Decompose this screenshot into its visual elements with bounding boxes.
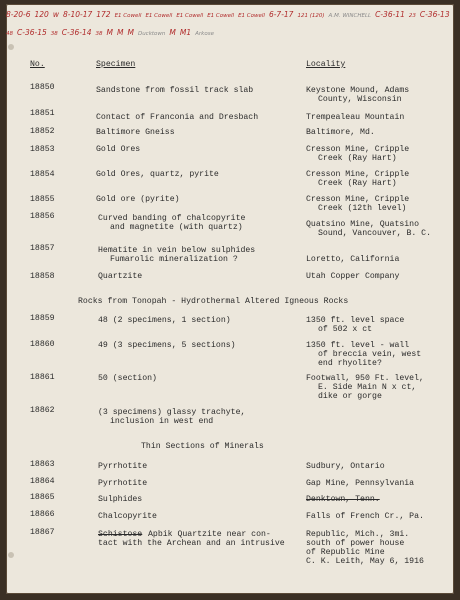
row-tag: E1 Cowell <box>238 13 265 19</box>
row-number: 18859 <box>30 314 55 323</box>
row-locality: C. K. Leith, May 6, 1916 <box>306 557 424 566</box>
row-locality: of breccia vein, west <box>318 350 422 359</box>
row-locality: end rhyolite? <box>318 359 382 368</box>
row-tag: M <box>169 28 176 37</box>
row-number: 18866 <box>30 510 55 519</box>
row-specimen: Gold Ores <box>96 145 141 154</box>
row-tag: E1 Cowell <box>145 13 173 19</box>
row-locality: Baltimore, Md. <box>306 128 375 137</box>
row-specimen: Pyrrhotite <box>98 462 148 471</box>
header-locality: Locality <box>306 60 346 69</box>
row-specimen: Sandstone from fossil track slab <box>96 86 254 95</box>
header-no: No. <box>30 60 45 69</box>
row-locality: Loretto, California <box>306 255 400 264</box>
row-tag: w <box>52 10 59 19</box>
row-number: 18857 <box>30 244 55 253</box>
section-title-minerals: Thin Sections of Minerals <box>141 442 264 451</box>
row-specimen: Curved banding of chalcopyrite <box>98 214 246 223</box>
row-locality: Quatsino Mine, Quatsino <box>306 220 420 229</box>
pencil-correction: Arkose <box>195 31 214 37</box>
row-tag: E1 Cowell <box>114 13 142 19</box>
row-date: C-36-11 <box>375 10 405 19</box>
row-number: 18853 <box>30 145 55 154</box>
row-tag: M <box>116 28 124 37</box>
row-locality: Creek (Ray Hart) <box>318 154 397 163</box>
row-locality: Keystone Mound, Adams <box>306 86 410 95</box>
row-locality: Gap Mine, Pennsylvania <box>306 479 415 488</box>
row-specimen: Chalcopyrite <box>98 512 157 521</box>
row-locality: Sound, Vancouver, B. C. <box>318 229 432 238</box>
row-locality: 1350 ft. level space <box>306 316 405 325</box>
row-locality: E. Side Main N x ct, <box>318 383 417 392</box>
pencil-correction: Ducktown <box>137 31 166 37</box>
row-number: 18862 <box>30 406 55 415</box>
row-specimen: Baltimore Gneiss <box>96 128 175 137</box>
row-tag: 38 <box>50 31 58 37</box>
row-number: 18858 <box>30 272 55 281</box>
row-number: 18852 <box>30 127 55 136</box>
row-specimen: Quartzite <box>98 272 143 281</box>
row-locality: Trempealeau Mountain <box>306 113 405 122</box>
row-specimen-line2: and magnetite (with quartz) <box>110 223 243 232</box>
row-locality: Cresson Mine, Cripple <box>306 170 410 179</box>
row-number: 18867 <box>30 528 55 537</box>
row-number: 18861 <box>30 373 55 382</box>
row-specimen-line2: inclusion in west end <box>110 417 214 426</box>
row-locality: Creek (12th level) <box>318 204 407 213</box>
row-locality: south of power house <box>306 539 405 548</box>
row-tag: 23 <box>408 13 416 19</box>
row-tag: 38 <box>95 31 103 37</box>
row-locality: of 502 x ct <box>318 325 373 334</box>
row-specimen: Sulphides <box>98 495 143 504</box>
row-locality: 1350 ft. level - wall <box>306 341 410 350</box>
row-tag: M <box>106 28 113 37</box>
row-tag: 120 <box>34 10 49 19</box>
catalog-page <box>6 4 454 594</box>
row-date: C-36-15 <box>17 28 47 37</box>
row-locality: Republic, Mich., 3mi. <box>306 530 410 539</box>
row-locality: Creek (Ray Hart) <box>318 179 397 188</box>
row-locality: Cresson Mine, Cripple <box>306 195 410 204</box>
row-specimen: (3 specimens) glassy trachyte, <box>98 408 246 417</box>
row-date: 8-10-17 <box>62 10 93 19</box>
row-tag: E1 Cowell <box>176 13 204 19</box>
row-locality: County, Wisconsin <box>318 95 402 104</box>
row-specimen: 48 (2 specimens, 1 section) <box>98 316 231 325</box>
punch-hole <box>8 44 14 50</box>
row-locality: Denktown, Tenn. <box>306 495 380 504</box>
row-number: 18860 <box>30 340 55 349</box>
row-number: 18856 <box>30 212 55 221</box>
row-specimen: Apbik Quartzite near con- <box>148 530 271 539</box>
row-specimen: Gold ore (pyrite) <box>96 195 180 204</box>
row-locality: dike or gorge <box>318 392 382 401</box>
row-specimen: Contact of Franconia and Dresbach <box>96 113 259 122</box>
row-date: C-36-14 <box>61 28 92 37</box>
header-specimen: Specimen <box>96 60 136 69</box>
row-specimen: Gold Ores, quartz, pyrite <box>96 170 219 179</box>
row-locality: Sudbury, Ontario <box>306 462 385 471</box>
row-specimen: 49 (3 specimens, 5 sections) <box>98 341 236 350</box>
row-locality: Footwall, 950 Ft. level, <box>306 374 424 383</box>
row-number: 18865 <box>30 493 55 502</box>
row-tag: 121 (120) <box>297 13 325 19</box>
row-date: C-36-13 <box>419 10 450 19</box>
row-specimen-line2: tact with the Archean and an intrusive <box>98 539 285 548</box>
section-title-tonopah: Rocks from Tonopah - Hydrothermal Altered Igneous Rocks <box>78 297 349 306</box>
row-tag: M <box>127 28 134 37</box>
row-specimen: 50 (section) <box>98 374 157 383</box>
row-date: 8-20-6 <box>6 10 31 19</box>
row-tag: 48 <box>6 31 13 37</box>
row-specimen: Pyrrhotite <box>98 479 148 488</box>
row-number: 18850 <box>30 83 55 92</box>
row-locality: Utah Copper Company <box>306 272 400 281</box>
punch-hole <box>8 552 14 558</box>
row-specimen-line2: Fumarolic mineralization ? <box>110 255 238 264</box>
pencil-note: A.M. WINCHELL <box>328 13 372 19</box>
row-locality: Cresson Mine, Cripple <box>306 145 410 154</box>
row-locality: of Republic Mine <box>306 548 385 557</box>
row-number: 18854 <box>30 170 55 179</box>
row-specimen: Hematite in vein below sulphides <box>98 246 256 255</box>
row-number: 18851 <box>30 109 55 118</box>
row-number: 18863 <box>30 460 55 469</box>
row-tag: E1 Cowell <box>207 13 235 19</box>
row-number: 18855 <box>30 195 55 204</box>
row-number: 18864 <box>30 477 55 486</box>
row-tag: M1 <box>179 28 192 37</box>
row-tag: 172 <box>96 10 111 19</box>
row-date: 6-7-17 <box>268 10 294 19</box>
row-locality: Falls of French Cr., Pa. <box>306 512 424 521</box>
row-specimen-struck: Schistose <box>98 530 143 539</box>
